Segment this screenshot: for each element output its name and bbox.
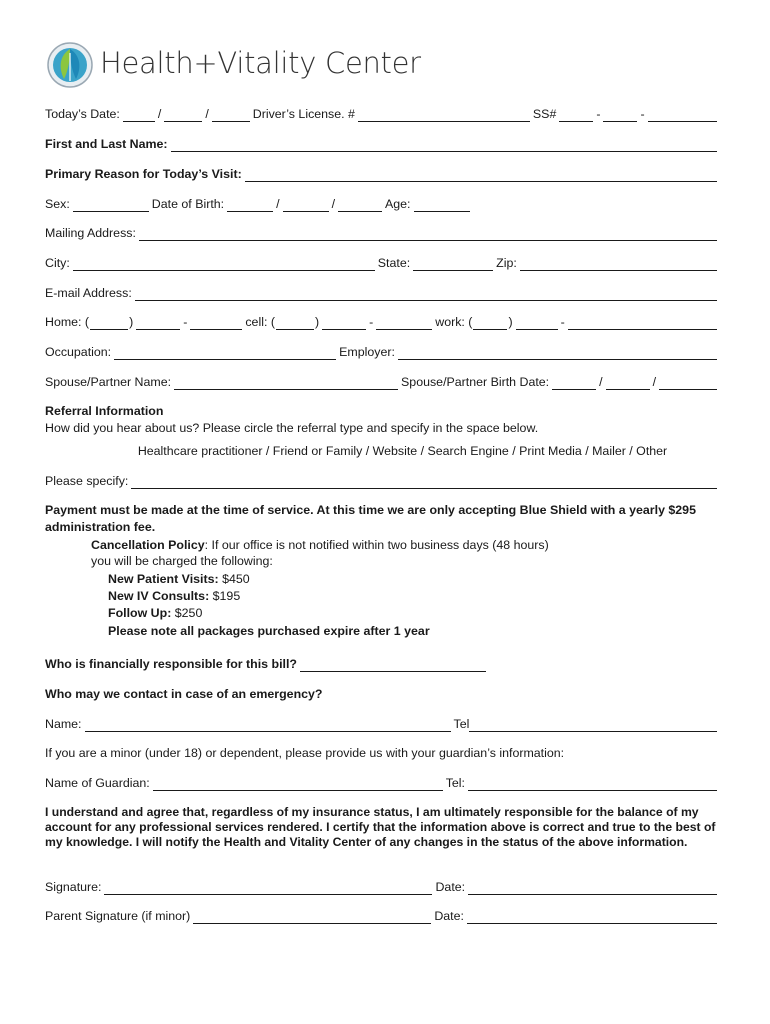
paren: ) xyxy=(508,315,513,329)
date-month-field[interactable] xyxy=(123,109,155,122)
age-field[interactable] xyxy=(414,199,470,212)
fee-follow-up-value: $250 xyxy=(171,606,203,620)
emergency-tel-label: Tel xyxy=(453,717,470,731)
home-prefix-field[interactable] xyxy=(136,317,180,330)
city-label: City: xyxy=(45,256,70,270)
paren: ) xyxy=(314,315,320,329)
parent-signature-field[interactable] xyxy=(193,911,431,924)
work-prefix-field[interactable] xyxy=(516,317,558,330)
signature-label: Signature: xyxy=(45,880,102,894)
ssn-part3-field[interactable] xyxy=(648,109,717,122)
fee-new-iv xyxy=(108,588,240,605)
spouse-dob-day-field[interactable] xyxy=(606,377,650,390)
referral-options[interactable]: Healthcare practitioner / Friend or Family / Website / Search Engine / Print Media / Mailer / Other xyxy=(137,444,668,458)
row-parent-signature xyxy=(45,908,720,924)
state-field[interactable] xyxy=(413,258,493,271)
spouse-name-field[interactable] xyxy=(174,377,398,390)
minor-note: If you are a minor (under 18) or dependent, please provide us with your guardian’s information: xyxy=(45,746,565,760)
ssn-dash: - xyxy=(640,107,645,121)
parent-signature-date-field[interactable] xyxy=(467,911,717,924)
financial-responsibility-field[interactable] xyxy=(300,659,486,672)
row-spouse xyxy=(45,374,720,390)
home-area-code-field[interactable] xyxy=(90,317,128,330)
spouse-dob-year-field[interactable] xyxy=(659,377,717,390)
header xyxy=(46,40,421,90)
payment-notice: Payment must be made at the time of service. At this time we are only accepting Blue Shield with a yearly $295 administration fee. xyxy=(45,503,696,534)
drivers-license-label: Driver’s License. # xyxy=(252,107,355,121)
home-phone-label: Home: ( xyxy=(45,315,90,329)
zip-field[interactable] xyxy=(520,258,717,271)
row-name xyxy=(45,136,720,152)
row-signature xyxy=(45,879,720,895)
dob-year-field[interactable] xyxy=(338,199,382,212)
acknowledgement: I understand and agree that, regardless of my insurance status, I am ultimately responsible for the balance of my account for any professional services rendered. I certify that the information above is correct and true to the best of my knowledge. I will notify the Health and Vitality Center of any changes in the status of the above information. xyxy=(45,805,716,849)
signature-date-label: Date: xyxy=(435,880,466,894)
occupation-label: Occupation: xyxy=(45,345,112,359)
todays-date-label: Today’s Date: xyxy=(45,107,120,121)
drivers-license-field[interactable] xyxy=(358,109,530,122)
cell-phone-label: cell: ( xyxy=(245,315,275,329)
zip-label: Zip: xyxy=(496,256,517,270)
work-area-code-field[interactable] xyxy=(473,317,507,330)
row-emergency xyxy=(45,716,720,732)
signature-field[interactable] xyxy=(104,882,432,895)
primary-reason-field[interactable] xyxy=(245,169,717,182)
ssn-label: SS# xyxy=(532,107,557,121)
spouse-name-label: Spouse/Partner Name: xyxy=(45,375,172,389)
ssn-part2-field[interactable] xyxy=(603,109,637,122)
spouse-dob-separator: / xyxy=(599,375,603,389)
row-financial xyxy=(45,656,720,672)
fee-new-iv-value: $195 xyxy=(209,589,241,603)
row-guardian xyxy=(45,775,720,791)
ssn-dash: - xyxy=(596,107,601,121)
emergency-name-field[interactable] xyxy=(85,719,451,732)
row-mailing-address xyxy=(45,225,720,241)
dob-month-field[interactable] xyxy=(227,199,273,212)
brand-name: Health+Vitality Center xyxy=(100,46,421,80)
fee-new-iv-label: New IV Consults: xyxy=(108,589,210,603)
row-occupation-employer xyxy=(45,344,720,360)
fee-new-patient-value: $450 xyxy=(218,572,250,586)
row-city-state-zip xyxy=(45,255,720,271)
date-year-field[interactable] xyxy=(212,109,250,122)
spouse-dob-label: Spouse/Partner Birth Date: xyxy=(401,375,550,389)
guardian-name-label: Name of Guardian: xyxy=(45,776,150,790)
dash: - xyxy=(183,315,188,329)
guardian-tel-field[interactable] xyxy=(468,778,717,791)
row-primary-reason xyxy=(45,166,720,182)
referral-heading: Referral Information xyxy=(45,404,164,418)
emergency-name-label: Name: xyxy=(45,717,82,731)
dash: - xyxy=(369,315,374,329)
employer-field[interactable] xyxy=(398,347,717,360)
paren: ) xyxy=(129,315,134,329)
fee-follow-up-label: Follow Up: xyxy=(108,606,172,620)
row-email xyxy=(45,285,720,301)
email-label: E-mail Address: xyxy=(45,286,132,300)
occupation-field[interactable] xyxy=(114,347,336,360)
dob-separator: / xyxy=(331,197,336,211)
emergency-tel-field[interactable] xyxy=(469,719,717,732)
primary-reason-label: Primary Reason for Today’s Visit: xyxy=(45,167,242,181)
age-label: Age: xyxy=(385,197,411,211)
email-field[interactable] xyxy=(135,288,717,301)
state-label: State: xyxy=(377,256,411,270)
mailing-address-label: Mailing Address: xyxy=(45,226,136,240)
work-phone-label: work: ( xyxy=(435,315,473,329)
cancellation-policy-label: Cancellation Policy xyxy=(91,538,205,552)
fee-new-patient xyxy=(108,571,250,588)
parent-signature-date-label: Date: xyxy=(434,909,464,923)
cancellation-policy-text-2: you will be charged the following: xyxy=(91,554,273,568)
cell-number-field[interactable] xyxy=(376,317,432,330)
row-referral-specify xyxy=(45,473,720,489)
financial-responsibility-label: Who is financially responsible for this bill? xyxy=(45,657,297,671)
mailing-address-field[interactable] xyxy=(139,228,717,241)
parent-signature-label: Parent Signature (if minor) xyxy=(45,909,191,923)
guardian-name-field[interactable] xyxy=(153,778,443,791)
work-number-field[interactable] xyxy=(568,317,717,330)
first-last-name-field[interactable] xyxy=(171,139,717,152)
dob-label: Date of Birth: xyxy=(151,197,225,211)
spouse-dob-separator: / xyxy=(652,375,657,389)
row-date-license-ssn xyxy=(45,106,720,122)
cancellation-policy-text: : If our office is not notified within two business days (48 hours) xyxy=(204,538,549,552)
employer-label: Employer: xyxy=(339,345,395,359)
cancellation-policy xyxy=(91,537,549,553)
referral-specify-label: Please specify: xyxy=(45,474,129,488)
sex-field[interactable] xyxy=(73,199,149,212)
first-last-name-label: First and Last Name: xyxy=(45,137,168,151)
date-separator: / xyxy=(205,107,209,121)
date-day-field[interactable] xyxy=(164,109,202,122)
row-sex-dob-age xyxy=(45,196,720,212)
packages-note: Please note all packages purchased expire after 1 year xyxy=(108,624,430,638)
emergency-contact-heading: Who may we contact in case of an emergency? xyxy=(45,687,323,701)
sex-label: Sex: xyxy=(45,197,70,211)
guardian-tel-label: Tel: xyxy=(445,776,465,790)
dob-day-field[interactable] xyxy=(283,199,329,212)
city-field[interactable] xyxy=(73,258,375,271)
referral-question: How did you hear about us? Please circle the referral type and specify in the space below. xyxy=(45,421,539,435)
ssn-part1-field[interactable] xyxy=(559,109,593,122)
signature-date-field[interactable] xyxy=(468,882,717,895)
fee-new-patient-label: New Patient Visits: xyxy=(108,572,219,586)
home-number-field[interactable] xyxy=(190,317,242,330)
referral-specify-field[interactable] xyxy=(131,476,717,489)
fee-follow-up xyxy=(108,605,202,622)
dash: - xyxy=(560,315,565,329)
cell-area-code-field[interactable] xyxy=(276,317,314,330)
date-separator: / xyxy=(157,107,162,121)
row-phones xyxy=(45,314,720,330)
dob-separator: / xyxy=(276,197,280,211)
spouse-dob-month-field[interactable] xyxy=(552,377,596,390)
leaf-globe-icon xyxy=(46,41,94,89)
cell-prefix-field[interactable] xyxy=(322,317,366,330)
